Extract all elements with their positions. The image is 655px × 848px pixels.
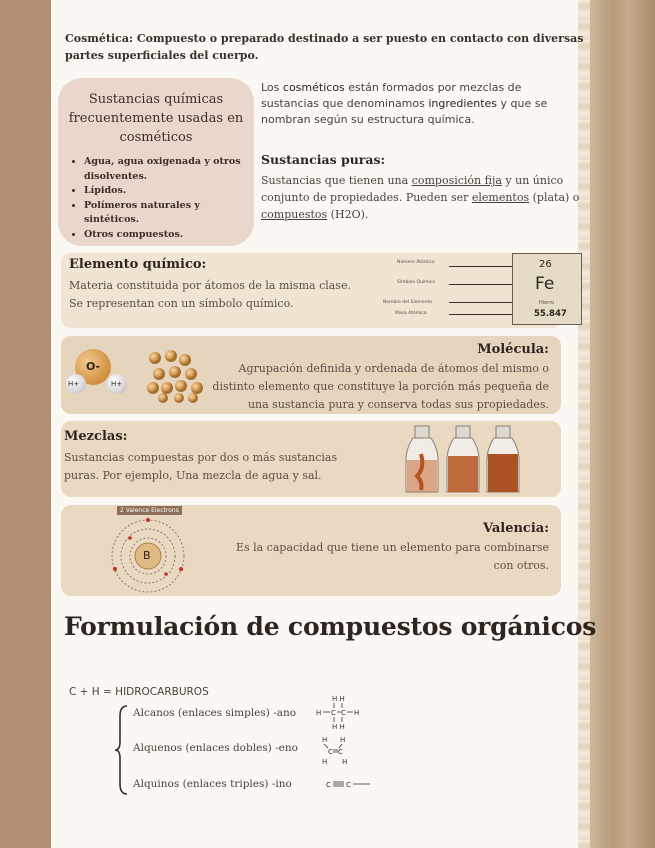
svg-text:H: H: [322, 736, 328, 744]
molecule-text: Agrupación definida y ordenada de átomos del mismo o distinto elemento que constituye la porción más pequeña de una sustancia pura y conserva todas sus propiedades.: [212, 362, 549, 411]
svg-text:H: H: [342, 758, 348, 766]
atomic-mass: 55.847: [534, 309, 567, 319]
structural-formulas-icon: [312, 694, 382, 794]
pure-substances-heading: Sustancias puras:: [261, 152, 386, 167]
list-item: • Lípidos.: [84, 184, 254, 199]
mixtures-text: Sustancias compuestas por dos o más sustancias puras. Por ejemplo, Una mezcla de agua y sal.: [64, 451, 338, 482]
hydrogen-label: H+: [68, 380, 80, 388]
element-card: [61, 253, 567, 328]
common-substances-title: Sustancias químicas frecuentemente usadas en cosméticos: [68, 92, 244, 145]
pure-substances-text: Sustancias que tienen una composición fija y un único conjunto de propiedades. Pueden ser elementos (plata) o compuestos (H2O).: [261, 174, 580, 221]
left-decorative-strip: [0, 0, 51, 848]
element-name: Hierro: [539, 300, 555, 306]
mixtures-card: [61, 421, 561, 497]
svg-text:H H: H H: [332, 723, 345, 731]
list-item: • Polímeros naturales y sintéticos.: [84, 199, 254, 228]
svg-text:H: H: [354, 709, 360, 717]
atom-label: 2 Valence Electrons: [117, 506, 182, 515]
svg-text:C: C: [328, 748, 333, 756]
tile-label: Masa Atómica: [395, 311, 427, 316]
element-heading: Elemento químico:: [69, 257, 207, 272]
mixtures-heading: Mezclas:: [64, 429, 128, 444]
curly-brace-icon: [114, 704, 130, 796]
list-item: • Agua, agua oxigenada y otros disolventes.: [84, 155, 254, 184]
crystal-lattice-icon: [145, 348, 207, 404]
link-compuestos[interactable]: compuestos: [261, 208, 328, 221]
svg-text:C: C: [341, 709, 346, 717]
svg-text:H H: H H: [332, 695, 345, 703]
list-item: • Otros compuestos.: [84, 228, 254, 243]
alkenes-item: Alquenos (enlaces dobles) -eno: [133, 742, 298, 754]
valence-text: Es la capacidad que tiene un elemento para combinarse con otros.: [235, 541, 549, 572]
molecule-heading: Molécula:: [477, 342, 549, 357]
hydrogen-label: H+: [111, 380, 123, 388]
svg-text:H: H: [340, 736, 346, 744]
crumpled-paper-texture: [590, 0, 655, 848]
element-text: Materia constituida por átomos de la misma clase. Se representan con un símbolo químico.: [69, 279, 351, 310]
tile-label: Nombre del Elemento: [383, 300, 432, 305]
svg-text:H: H: [322, 758, 328, 766]
intro-paragraph: Los cosméticos están formados por mezclas de sustancias que denominamos ingredientes y que se nombran según su estructura química.: [261, 81, 548, 126]
svg-text:C: C: [338, 748, 343, 756]
valence-heading: Valencia:: [482, 521, 549, 536]
cosmetics-definition: Cosmética: Compuesto o preparado destinado a ser puesto en contacto con diversas partes superficiales del cuerpo.: [65, 32, 584, 62]
tile-label: Número Atómico: [397, 260, 435, 265]
atom-symbol: B: [143, 549, 151, 562]
atomic-number: 26: [539, 259, 552, 270]
link-elementos[interactable]: elementos: [471, 191, 530, 204]
common-substances-list: [58, 155, 254, 242]
molecule-card: [61, 336, 561, 414]
valence-card: [61, 505, 561, 596]
svg-text:H: H: [316, 709, 322, 717]
element-symbol: Fe: [535, 274, 555, 294]
link-composicion-fija[interactable]: composición fija: [411, 174, 502, 187]
svg-text:C: C: [331, 709, 336, 717]
organic-title: Formulación de compuestos orgánicos: [64, 612, 597, 641]
hydrocarbon-equation: C + H = HIDROCARBUROS: [69, 686, 209, 698]
alkynes-item: Alquinos (enlaces triples) -ino: [133, 778, 292, 790]
alkanes-item: Alcanos (enlaces simples) -ano: [133, 707, 297, 719]
oxygen-label: O-: [86, 360, 101, 373]
tile-label: Símbolo Químico: [397, 280, 436, 285]
flasks-icon: [403, 424, 523, 496]
iron-tile-diagram: [379, 253, 567, 327]
svg-text:C: C: [346, 781, 351, 789]
common-substances-box: [58, 78, 254, 246]
svg-text:C: C: [326, 781, 331, 789]
